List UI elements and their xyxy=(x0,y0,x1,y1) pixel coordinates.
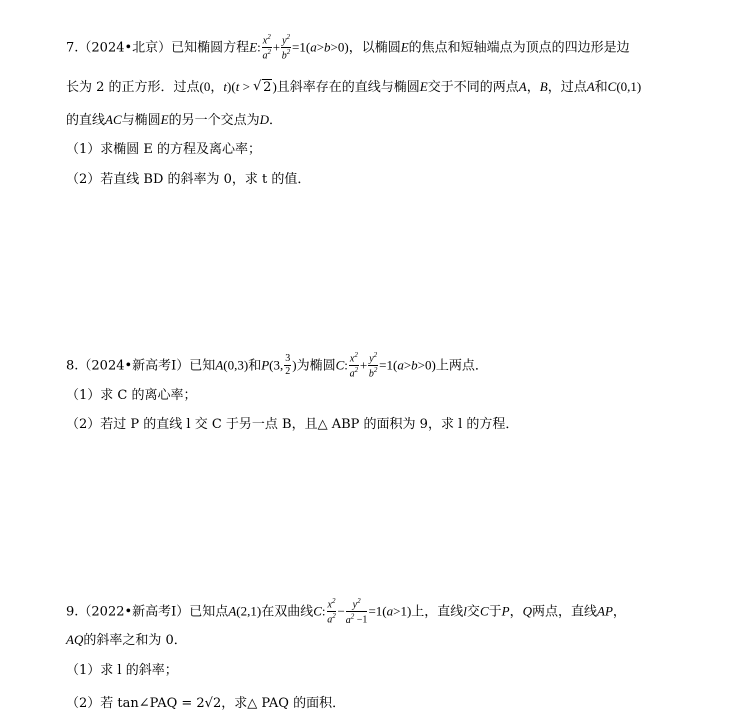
fraction: $\frac{3}{2}$ xyxy=(285,353,291,378)
fraction: $\frac{x^2}{a^2}$ xyxy=(327,597,336,626)
problem-7-part-1: （1）求椭圆 E 的方程及离心率； xyxy=(66,142,262,157)
fraction: $\frac{y^2}{b^2}$ xyxy=(368,351,378,380)
problem-9-part-2: （2）若 tan∠PAQ = 2√2，求△ PAQ 的面积． xyxy=(66,696,346,711)
problem-7-number: 7. xyxy=(66,40,79,56)
fraction: $\frac{y^2}{a^2 -1}$ xyxy=(345,597,368,626)
problem-7-line-3: 的直线AC与椭圆E的另一个交点为D． xyxy=(66,112,283,128)
problem-9-line-1: 9.（2022•新高考Ⅰ）已知点A(2,1)在双曲线C: $\frac{x^2}{a^2}$ − $\frac{y^2}{a^2 -1}$ =1(a>1)上，直线l交C于P，Q两点，直线AP， xyxy=(66,597,626,626)
sqrt: √ 2 xyxy=(253,81,272,94)
problem-9-number: 9. xyxy=(66,604,79,620)
problem-7-line-2: 长为 2 的正方形．过点(0，t)(t > √ 2)且斜率存在的直线与椭圆E交于不同的两点A，B，过点A和C(0,1) xyxy=(66,80,641,94)
problem-8-source: （2024•新高考Ⅰ） xyxy=(78,358,190,374)
problem-9-line-2: AQ的斜率之和为 0． xyxy=(66,632,187,648)
problem-9-part-1: （1）求 l 的斜率； xyxy=(66,663,178,678)
fraction: $\frac{x^2}{a^2}$ xyxy=(349,351,359,380)
problem-8-part-1: （1）求 C 的离心率； xyxy=(66,388,197,403)
fraction: $\frac{x^2}{a^2}$ xyxy=(262,33,271,62)
problem-7-line-1: 7.（2024•北京）已知椭圆方程E: $\frac{x^2}{a^2}$ + $\frac{y^2}{b^2}$ =1(a>b>0)，以椭圆E的焦点和短轴端点为顶点的四边形是边 xyxy=(66,33,630,62)
problem-8-line-1: 8.（2024•新高考Ⅰ）已知A(0,3)和P(3, $\frac{3}{2}$ )为椭圆C: $\frac{x^2}{a^2}$ + $\frac{y^2}{b^2}$ =1(a>b>0)上两点． xyxy=(66,351,488,380)
problem-7-part-2: （2）若直线 BD 的斜率为 0，求 t 的值． xyxy=(66,172,311,187)
problem-8-part-2: （2）若过 P 的直线 l 交 C 于另一点 B，且△ ABP 的面积为 9，求 l 的方程． xyxy=(66,417,519,432)
problem-8-number: 8. xyxy=(66,358,79,374)
problem-9-source: （2022•新高考Ⅰ） xyxy=(78,604,190,620)
problem-7-source: （2024•北京） xyxy=(78,40,172,56)
fraction: $\frac{y^2}{b^2}$ xyxy=(281,33,291,62)
